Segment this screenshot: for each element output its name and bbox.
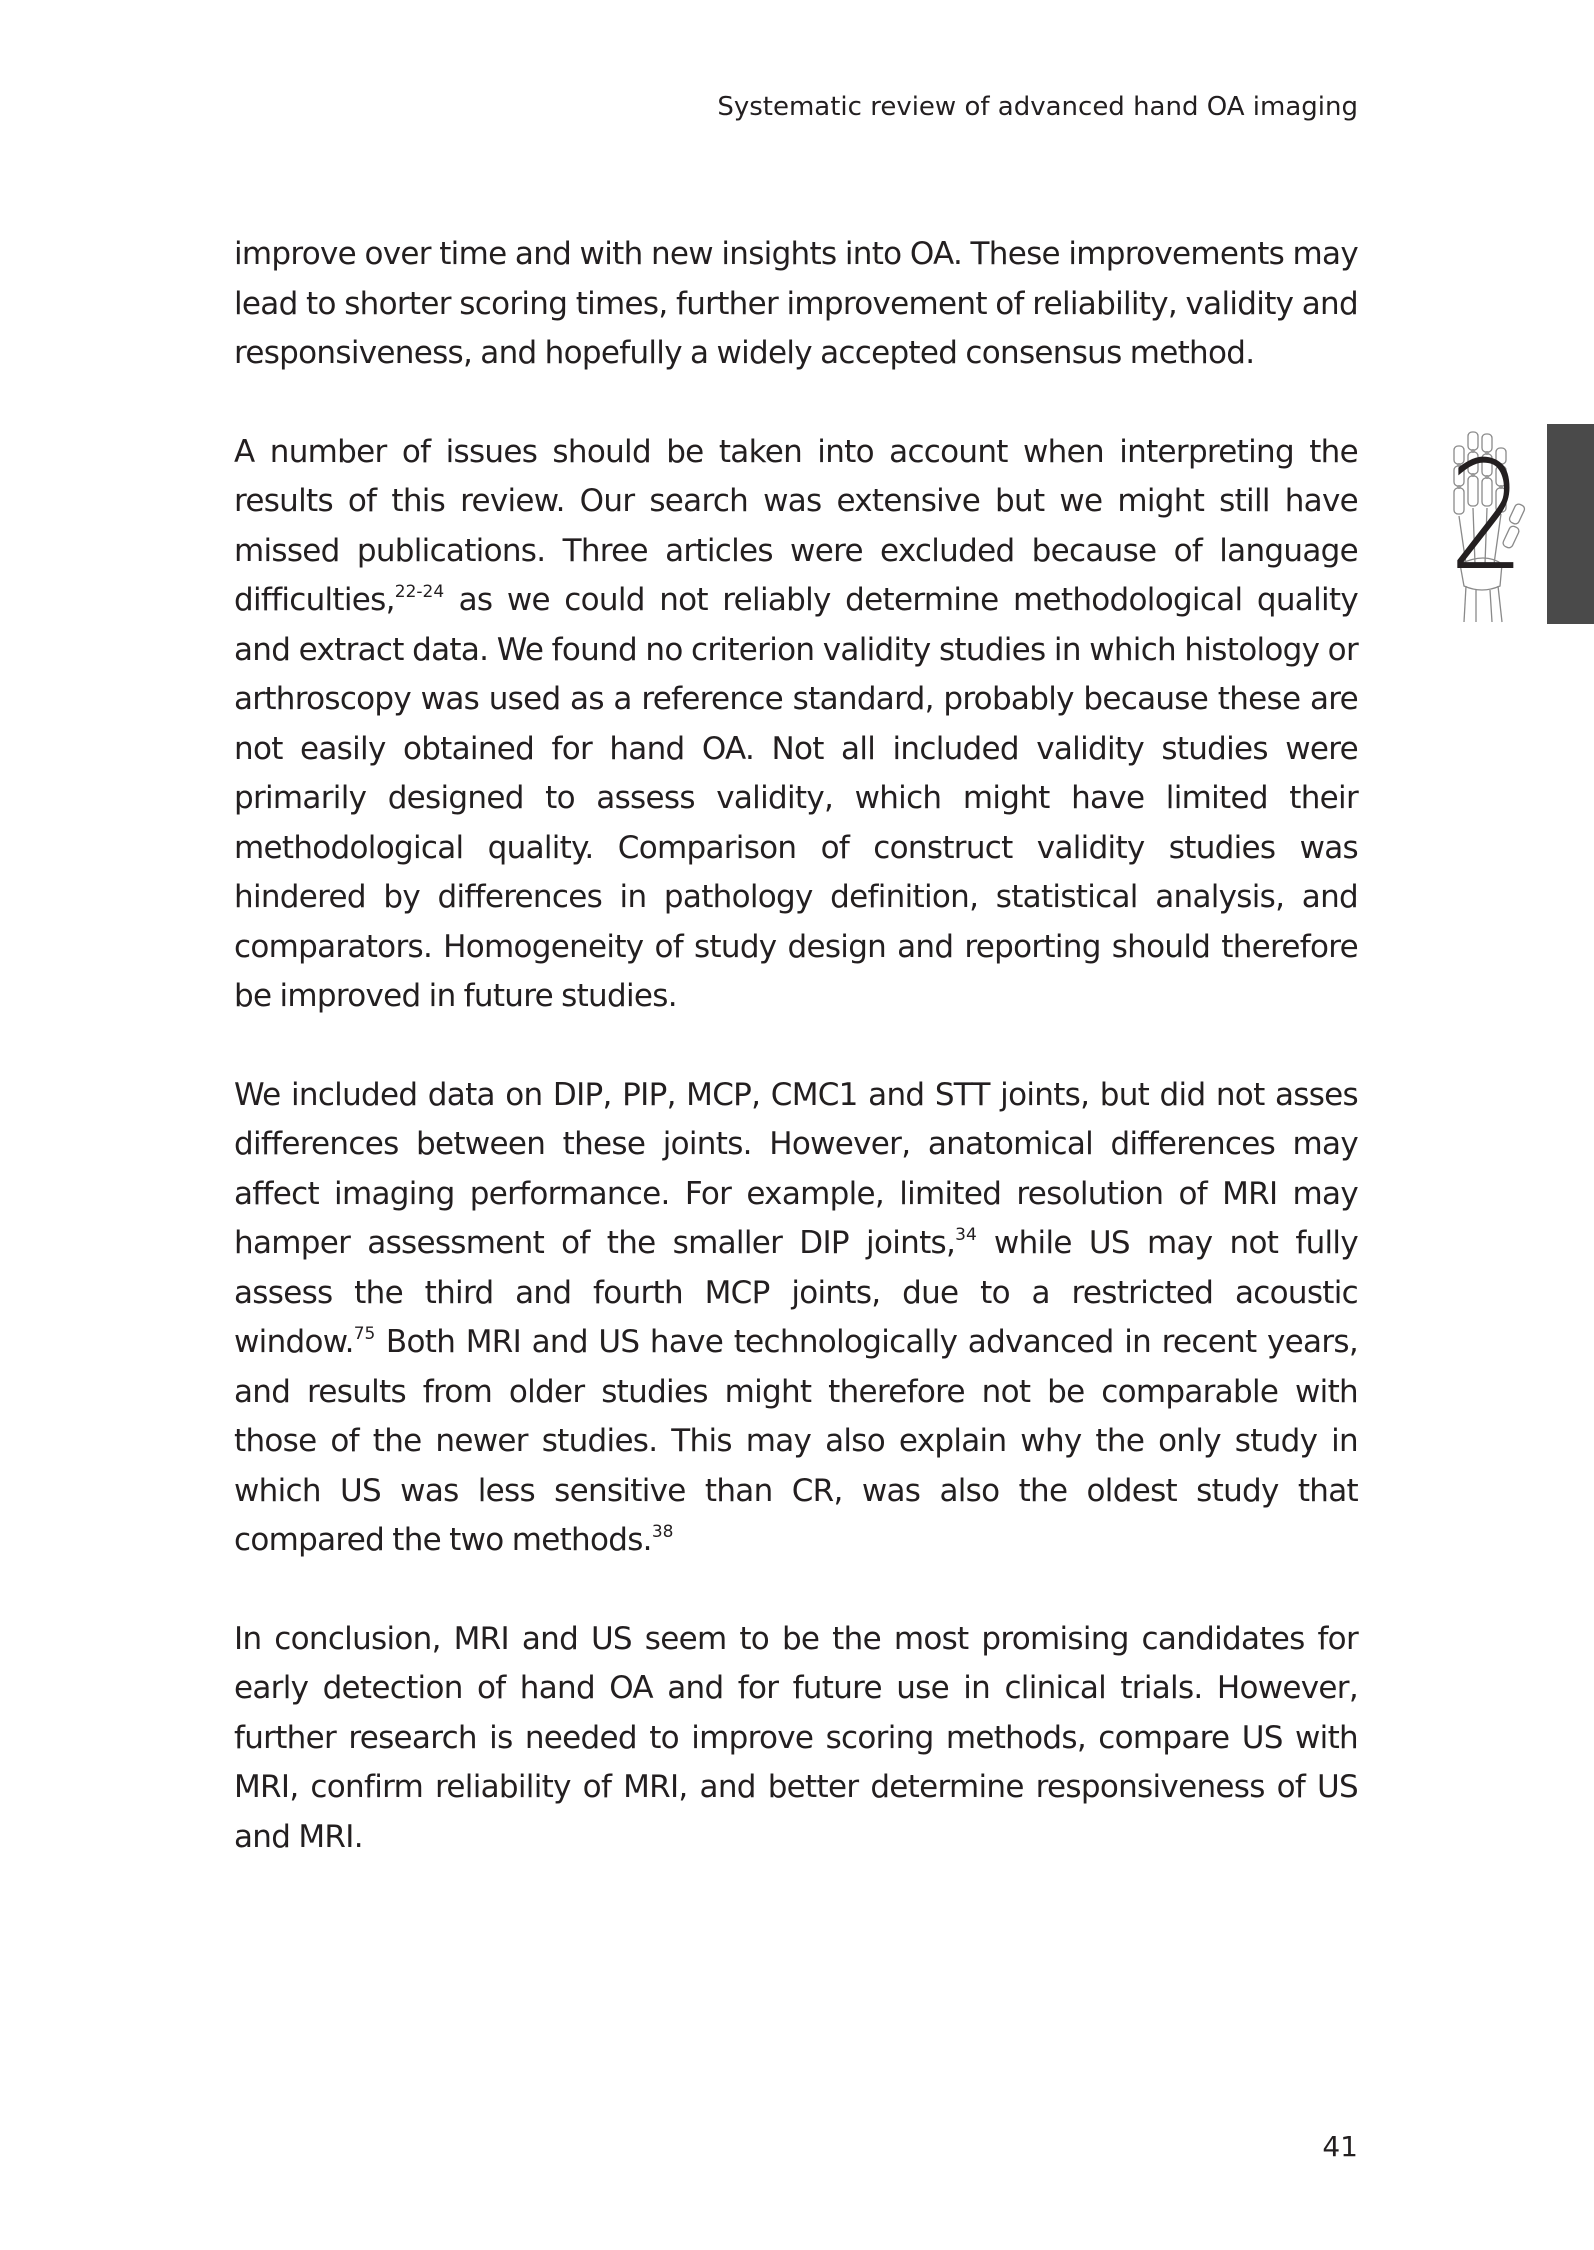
paragraph <box>234 230 1358 379</box>
chapter-tab <box>1547 424 1594 624</box>
paragraph-text: while US may not fully assess the third and fourth MCP joints, due to a restricted acoustic window. <box>234 1225 1358 1360</box>
chapter-number: 2 <box>1449 430 1526 604</box>
page-number: 41 <box>1322 2130 1358 2163</box>
body-text <box>234 230 1358 1911</box>
reference-superscript: 22-24 <box>394 582 445 602</box>
paragraph-text: improve over time and with new insights into OA. These improvements may lead to shorter scoring times, further improvement of reliability, validity and responsiveness, and hopefully a widely accepted consensus method. <box>234 236 1358 371</box>
paragraph-text: as we could not reliably determine methodological quality and extract data. We found no criterion validity studies in which histology or arthroscopy was used as a reference standard, probably because these are not easily obtained for hand OA. Not all included validity studies were primarily designed to assess validity, which might have limited their methodological quality. Comparison of construct validity studies was hindered by differences in pathology definition, statistical analysis, and comparators. Homogeneity of study design and reporting should therefore be improved in future studies. <box>234 582 1358 1014</box>
paragraph <box>234 1071 1358 1566</box>
paragraph-text: A number of issues should be taken into account when interpreting the results of this review. Our search was extensive but we might still have missed publications. Three articles were excluded because of language difficulties, <box>234 433 1358 618</box>
paragraph <box>234 428 1358 1022</box>
paragraph-text: In conclusion, MRI and US seem to be the most promising candidates for early detection of hand OA and for future use in clinical trials. However, further research is needed to improve scoring methods, compare US with MRI, confirm reliability of MRI, and better determine responsiveness of US and MRI. <box>234 1620 1358 1855</box>
running-header: Systematic review of advanced hand OA imaging <box>717 92 1358 122</box>
paragraph <box>234 1615 1358 1863</box>
reference-superscript: 38 <box>651 1522 674 1542</box>
paragraph-text: Both MRI and US have technologically advanced in recent years, and results from older studies might therefore not be comparable with those of the newer studies. This may also explain why the only study in which US was less sensitive than CR, was also the oldest study that compared the two methods. <box>234 1324 1358 1558</box>
reference-superscript: 75 <box>353 1324 376 1344</box>
reference-superscript: 34 <box>955 1225 977 1245</box>
paragraph-text: We included data on DIP, PIP, MCP, CMC1 and STT joints, but did not asses differences between these joints. However, anatomical differences may affect imaging performance. For example, limited resolution of MRI may hamper assessment of the smaller DIP joints, <box>234 1076 1358 1261</box>
